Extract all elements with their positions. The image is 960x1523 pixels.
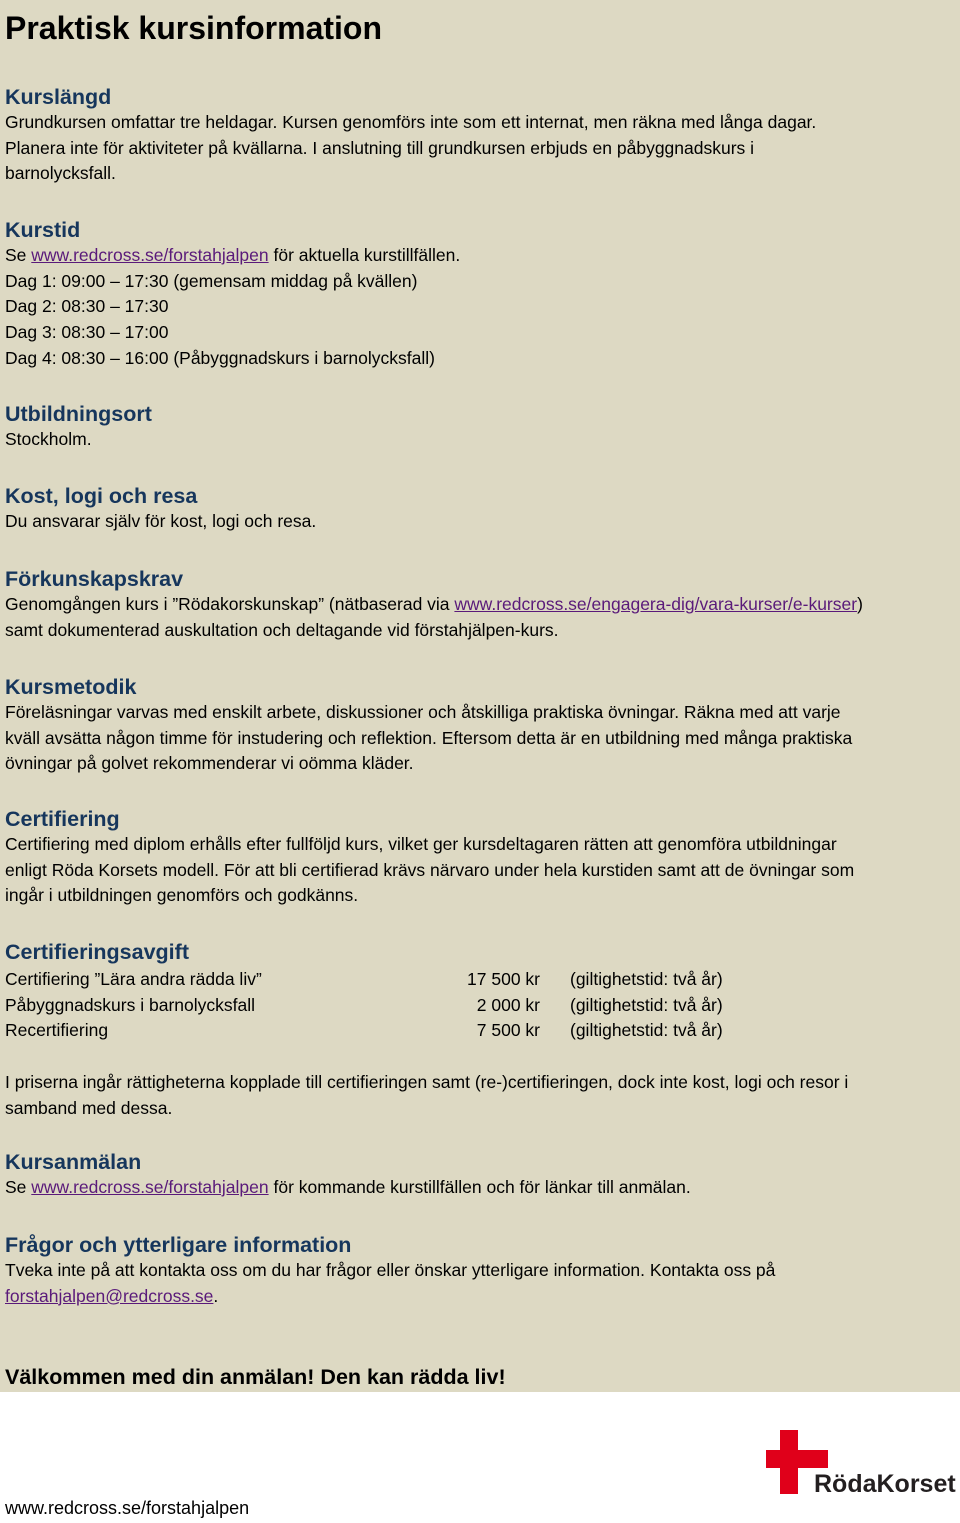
kurstid-suffix: för aktuella kurstillfällen. [268, 245, 461, 265]
heading-certifiering: Certifiering [5, 807, 120, 831]
anmalan-text [5, 1175, 950, 1201]
kursmetodik-line-3: övningar på golvet rekommenderar vi oömma kläder. [5, 753, 414, 774]
section-forkunskap [5, 566, 950, 643]
kurslangd-line-3: barnolycksfall. [5, 163, 116, 184]
fee-name: Certifiering ”Lära andra rädda liv” [5, 969, 262, 989]
forkunskap-prefix: Genomgången kurs i ”Rödakorskunskap” (nätbaserad via [5, 594, 455, 614]
kurstid-day-2: Dag 2: 08:30 – 17:30 [5, 296, 169, 317]
fee-row [5, 967, 905, 993]
forkunskap-line-1 [5, 592, 950, 618]
avgift-note [5, 1070, 950, 1121]
avgift-note-line-2: samband med dessa. [5, 1097, 173, 1118]
heading-utbildningsort: Utbildningsort [5, 402, 152, 426]
section-utbildningsort [5, 401, 950, 453]
roda-korset-logo [766, 1428, 956, 1500]
heading-kursmetodik: Kursmetodik [5, 675, 137, 699]
red-cross-icon [766, 1428, 956, 1500]
section-kurslangd [5, 84, 950, 187]
heading-fragor: Frågor och ytterligare information [5, 1233, 352, 1257]
fee-validity: (giltighetstid: två år) [570, 994, 723, 1015]
kurstid-intro [5, 243, 950, 269]
heading-kurstid: Kurstid [5, 218, 81, 242]
heading-avgift: Certifieringsavgift [5, 940, 189, 964]
fee-price: 17 500 kr [467, 969, 540, 989]
heading-anmalan: Kursanmälan [5, 1150, 142, 1174]
section-avgift [5, 939, 950, 965]
heading-forkunskap: Förkunskapskrav [5, 567, 184, 591]
fee-price: 7 500 kr [476, 1020, 540, 1041]
forkunskap-line-2: samt dokumenterad auskultation och deltagande vid förstahjälpen-kurs. [5, 619, 559, 640]
utbildningsort-text: Stockholm. [5, 429, 92, 449]
footer-url: www.redcross.se/forstahjalpen [5, 1498, 250, 1518]
anmalan-link[interactable]: www.redcross.se/forstahjalpen [31, 1177, 269, 1197]
section-kost [5, 483, 950, 535]
forkunskap-suffix: ) [857, 594, 863, 614]
section-anmalan [5, 1149, 950, 1201]
fee-validity: (giltighetstid: två år) [570, 1020, 723, 1041]
kurstid-day-1: Dag 1: 09:00 – 17:30 (gemensam middag på kvällen) [5, 270, 418, 291]
kost-text: Du ansvarar själv för kost, logi och resa. [5, 511, 317, 531]
fragor-line-1: Tveka inte på att kontakta oss om du har frågor eller önskar ytterligare information. Kontakta oss på [5, 1260, 776, 1280]
heading-kost: Kost, logi och resa [5, 484, 198, 508]
avgift-note-line-1: I priserna ingår rättigheterna kopplade till certifieringen samt (re-)certifieringen, dock inte kost, logi och resor i [5, 1072, 849, 1092]
email-link[interactable]: forstahjalpen@redcross.se [5, 1285, 214, 1306]
heading-kurslangd: Kurslängd [5, 85, 112, 109]
kurstid-day-4: Dag 4: 08:30 – 16:00 (Påbyggnadskurs i barnolycksfall) [5, 347, 435, 368]
closing-message: Välkommen med din anmälan! Den kan rädda liv! [5, 1365, 506, 1389]
page-title: Praktisk kursinformation [5, 10, 382, 46]
kurstid-day-3: Dag 3: 08:30 – 17:00 [5, 322, 169, 343]
kurslangd-line-1: Grundkursen omfattar tre heldagar. Kursen genomförs inte som ett internat, men räkna med långa dagar. [5, 112, 817, 132]
section-fragor [5, 1232, 950, 1309]
certifiering-line-2: enligt Röda Korsets modell. För att bli certifierad krävs närvaro under hela kurstiden samt att de övningar som [5, 859, 855, 880]
fragor-line-2 [5, 1284, 950, 1310]
fee-table [5, 967, 905, 1044]
kurstid-link[interactable]: www.redcross.se/forstahjalpen [31, 245, 269, 265]
kursmetodik-line-2: kväll avsätta någon timme för instudering och reflektion. Eftersom detta är en utbildning med många praktiska [5, 727, 853, 748]
kurslangd-line-2: Planera inte för aktiviteter på kvällarna. I anslutning till grundkursen erbjuds en påbyggnadskurs i [5, 137, 755, 158]
fee-price: 2 000 kr [476, 994, 540, 1015]
fee-name: Påbyggnadskurs i barnolycksfall [5, 994, 255, 1015]
email-suffix: . [213, 1285, 219, 1306]
anmalan-suffix: för kommande kurstillfällen och för länkar till anmälan. [268, 1177, 691, 1197]
fee-validity: (giltighetstid: två år) [570, 969, 723, 989]
certifiering-line-3: ingår i utbildningen genomförs och godkänns. [5, 885, 359, 906]
section-kursmetodik [5, 674, 950, 777]
kurstid-prefix: Se [5, 245, 32, 265]
anmalan-prefix: Se [5, 1177, 32, 1197]
fee-name: Recertifiering [5, 1020, 109, 1041]
section-certifiering [5, 806, 950, 909]
fee-row [5, 1018, 905, 1044]
section-kurstid [5, 217, 950, 372]
certifiering-line-1: Certifiering med diplom erhålls efter fullföljd kurs, vilket ger kursdeltagaren rätten att genomföra utbildningar [5, 834, 837, 854]
forkunskap-link[interactable]: www.redcross.se/engagera-dig/vara-kurser/e-kurser [454, 594, 858, 614]
fee-row [5, 993, 905, 1019]
kursmetodik-line-1: Föreläsningar varvas med enskilt arbete, diskussioner och åtskilliga praktiska övningar. Räkna med att varje [5, 702, 841, 722]
logo-text: RödaKorset [814, 1470, 956, 1498]
